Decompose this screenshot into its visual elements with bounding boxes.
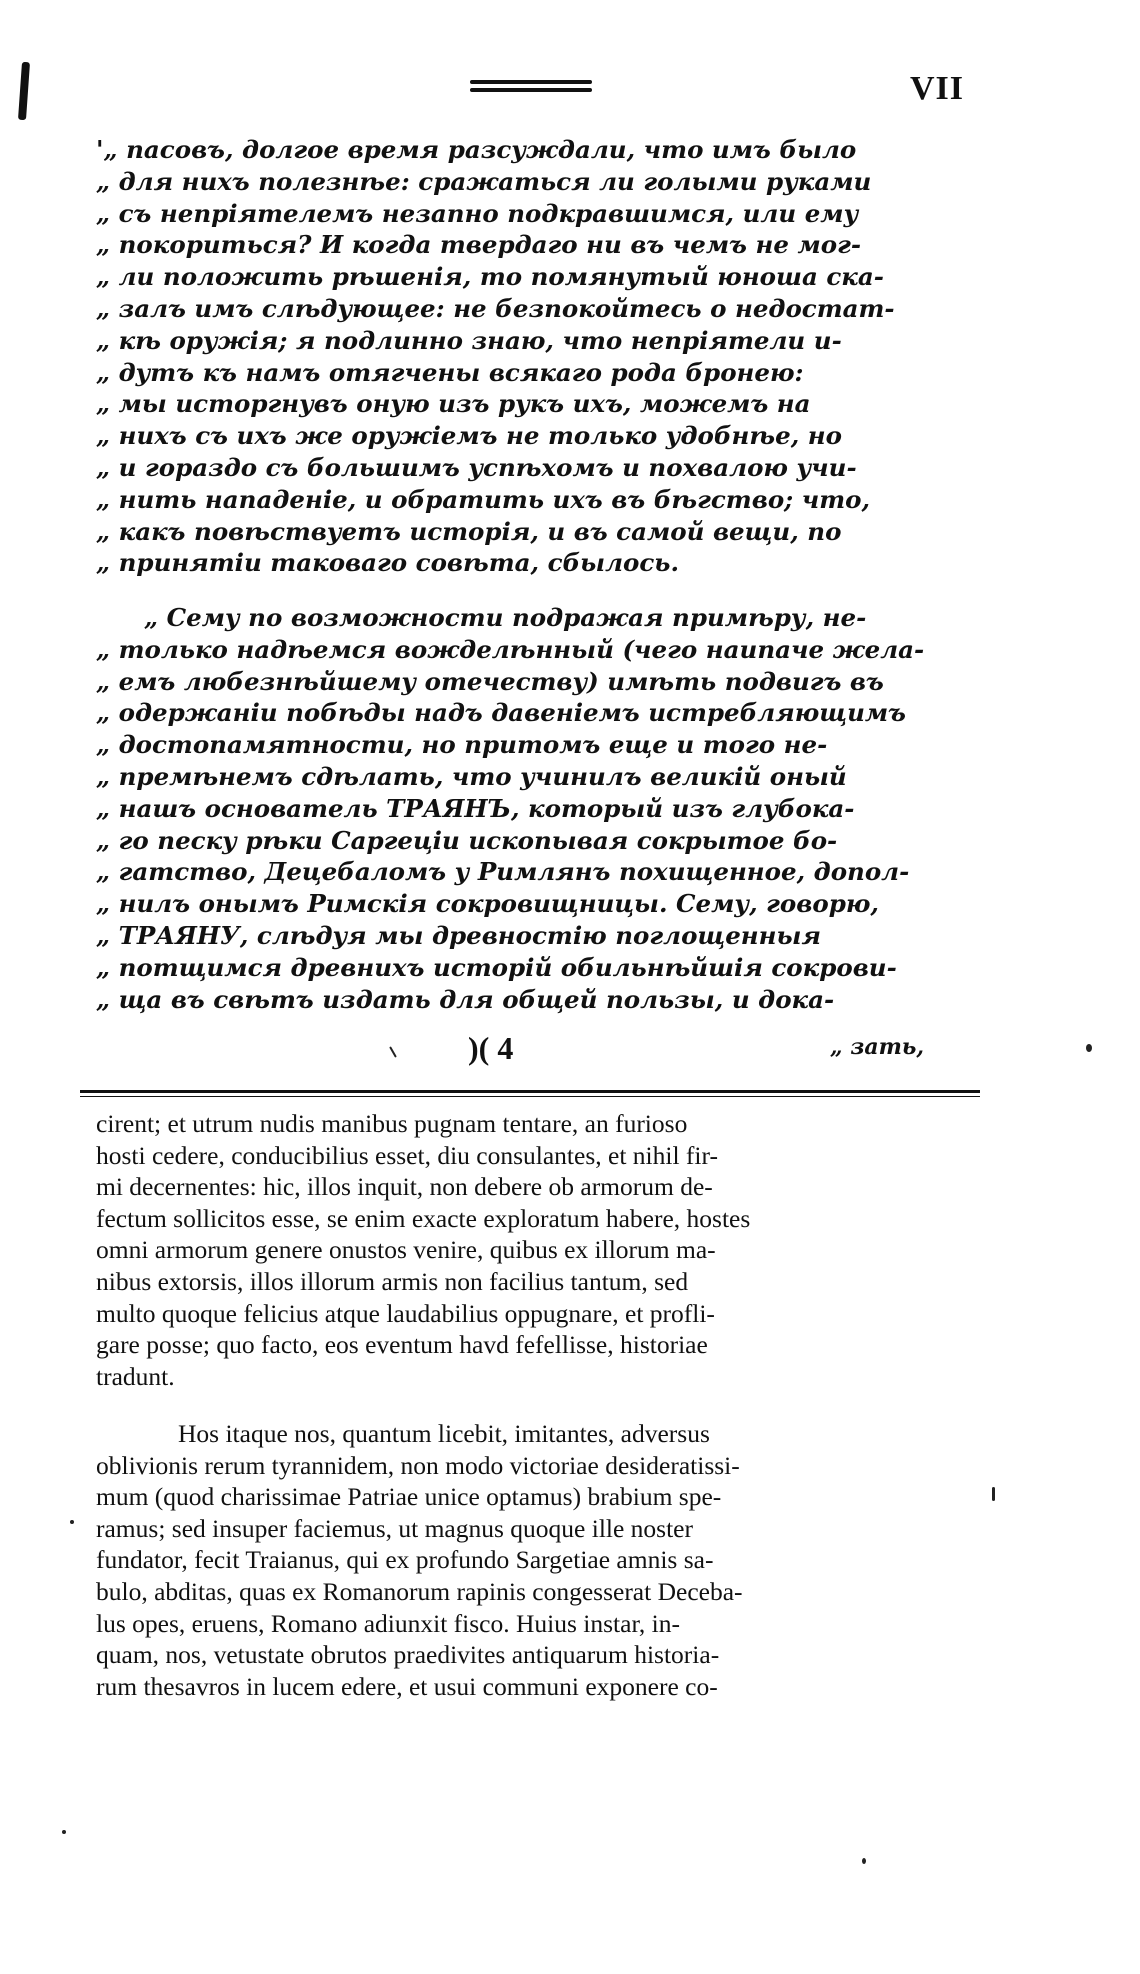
section-divider xyxy=(80,1090,980,1098)
text-line: „ одержаніи побѣды надъ давеніемъ истребляющимъ xyxy=(96,698,906,728)
text-line: rum thesavros in lucem edere, et usui communi exponere co- xyxy=(96,1671,718,1701)
text-line: „ принятіи таковаго совѣта, сбылось. xyxy=(96,548,679,578)
text-line: multo quoque felicius atque laudabilius oppugnare, et profli- xyxy=(96,1298,715,1328)
text-line: „ го песку рѣки Саргеціи ископывая сокрытое бо- xyxy=(96,825,838,855)
text-line: „ для нихъ полезнѣе: сражаться ли голыми руками xyxy=(96,166,872,196)
text-line: „ нашъ основатель ТРАЯНЪ, который изъ глубока- xyxy=(96,793,855,823)
text-line: „ нить нападеніе, и обратить ихъ въ бѣгство; что, xyxy=(96,484,871,514)
text-line: „ мы исторгнувъ оную изъ рукъ ихъ, можемъ на xyxy=(96,389,811,419)
text-line: gare posse; quo facto, eos eventum havd fefellisse, historiae xyxy=(96,1330,708,1360)
text-line: hosti cedere, conducibilius esset, diu consulantes, et nihil fir- xyxy=(96,1140,718,1170)
text-line: „ и гораздо съ большимъ успѣхомъ и похвалою учи- xyxy=(96,452,857,482)
latin-paragraph-2 xyxy=(96,1418,966,1702)
text-line: „ премѣнемъ сдѣлать, что учинилъ великій оный xyxy=(96,761,847,791)
ink-speck xyxy=(862,1858,866,1864)
text-line: „ нихъ съ ихъ же оружіемъ не только удобнѣе, но xyxy=(96,421,842,451)
margin-ink-mark xyxy=(18,62,30,120)
text-line: Hos itaque nos, quantum licebit, imitantes, adversus xyxy=(178,1419,710,1448)
text-line: „ только надѣемся вожделѣнный (чего наипаче жела- xyxy=(96,634,925,664)
text-line: ramus; sed insuper faciemus, ut magnus quoque ille noster xyxy=(96,1513,693,1543)
text-line: „ ли положить рѣшенія, то помянутый юноша ска- xyxy=(96,262,884,292)
text-line: „ потщимся древнихъ исторій обильнѣйшія сокрови- xyxy=(96,952,897,982)
text-line: „ дутъ къ намъ отягчены всякаго рода бронею: xyxy=(96,357,804,387)
text-line: „ залъ имъ слѣдующее: не безпокойтесь о недостат- xyxy=(96,293,895,323)
text-line: cirent; et utrum nudis manibus pugnam tentare, an furioso xyxy=(96,1109,688,1138)
text-line: „ ща въ свѣтъ издать для общей пользы, и дока- xyxy=(96,984,835,1014)
text-line: '„ пасовъ, долгое время разсуждали, что имъ было xyxy=(96,135,857,164)
text-line: tradunt. xyxy=(96,1361,175,1391)
text-line: mi decernentes: hic, illos inquit, non debere ob armorum de- xyxy=(96,1172,713,1202)
russian-paragraph-2 xyxy=(96,602,976,1015)
text-line: mum (quod charissimae Patriae unice optamus) brabium spe- xyxy=(96,1482,722,1512)
text-line: lus opes, eruens, Romano adiunxit fisco. Huius instar, in- xyxy=(96,1608,680,1638)
text-line: „ Сему по возможности подражая примѣру, не- xyxy=(144,603,867,632)
text-line: nibus extorsis, illos illorum armis non facilius tantum, sed xyxy=(96,1266,689,1296)
text-line: „ достопамятности, но притомъ еще и того не- xyxy=(96,730,828,760)
text-line: „ покориться? И когда твердаго ни въ чемъ не мог- xyxy=(96,230,862,260)
catchword: „ зать, xyxy=(830,1034,925,1060)
text-line: oblivionis rerum tyrannidem, non modo victoriae desideratissi- xyxy=(96,1450,740,1480)
page-number: VII xyxy=(910,70,965,107)
text-line: quam, nos, vetustate obrutos praedivites antiquarum historia- xyxy=(96,1640,720,1670)
text-line: „ нилъ онымъ Римскія сокровищницы. Сему, говорю, xyxy=(96,889,879,919)
ink-speck xyxy=(389,1046,397,1057)
text-line: omni armorum genere onustos venire, quibus ex illorum ma- xyxy=(96,1235,716,1265)
text-line: „ ТРАЯНУ, слѣдуя мы древностію поглощенныя xyxy=(96,920,821,950)
text-line: „ гатство, Децебаломъ у Римлянъ похищенное, допол- xyxy=(96,857,910,887)
ink-speck xyxy=(70,1520,74,1524)
ink-speck xyxy=(992,1487,995,1501)
russian-paragraph-1 xyxy=(96,134,976,579)
header-rule xyxy=(470,80,592,94)
text-line: „ кѣ оружія; я подлинно знаю, что непріятели и- xyxy=(96,325,842,355)
text-line: fundator, fecit Traianus, qui ex profundo Sargetiae amnis sa- xyxy=(96,1545,714,1575)
text-line: „ съ непріятелемъ незапно подкравшимся, или ему xyxy=(96,198,859,228)
ink-speck xyxy=(1086,1044,1092,1052)
signature-mark: )( 4 xyxy=(468,1030,514,1066)
text-line: „ емъ любезнѣйшему отечеству) имѣть подвигъ въ xyxy=(96,666,884,696)
text-line: fectum sollicitos esse, se enim exacte exploratum habere, hostes xyxy=(96,1203,751,1233)
ink-speck xyxy=(62,1830,66,1834)
text-line: bulo, abditas, quas ex Romanorum rapinis congesserat Deceba- xyxy=(96,1576,743,1606)
latin-paragraph-1 xyxy=(96,1108,966,1392)
text-line: „ какъ повѣствуетъ исторія, и въ самой вещи, по xyxy=(96,516,842,546)
